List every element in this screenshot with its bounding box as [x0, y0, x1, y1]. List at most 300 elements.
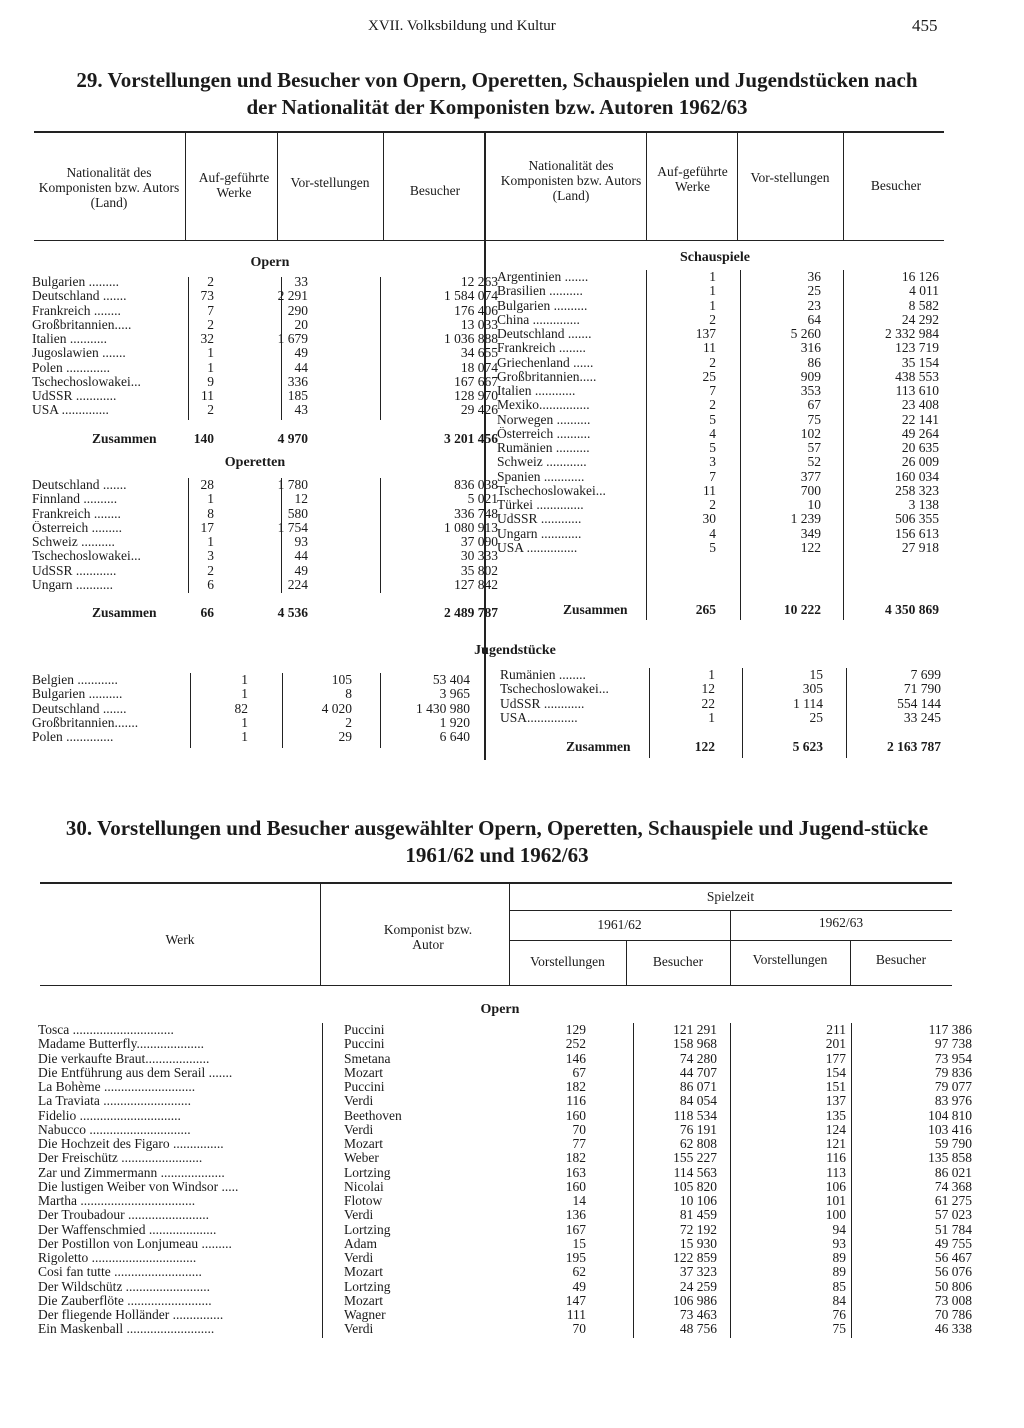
value-cell: 73	[200, 288, 214, 304]
value-cell: 64	[807, 311, 821, 327]
col-header-besucher: Besucher	[409, 183, 461, 198]
composer-cell: Adam	[344, 1235, 377, 1251]
value-cell: 554 144	[897, 695, 941, 711]
value-cell: 506 355	[895, 511, 939, 527]
row-label: Cosi fan tutte ..........................	[38, 1265, 202, 1280]
value-cell: 70	[572, 1121, 586, 1137]
value-cell: 26 009	[901, 454, 939, 470]
row-label: Die Zauberflöte .........................	[38, 1293, 212, 1308]
table-row	[32, 402, 498, 418]
section-label-opern: Opern	[480, 1002, 520, 1017]
col-header-vorst: Vorstellungen	[530, 954, 605, 969]
value-cell: 167	[565, 1221, 586, 1237]
composer-cell: Lortzing	[344, 1221, 391, 1237]
value-cell: 30 333	[460, 548, 498, 564]
value-cell: 17	[200, 519, 214, 535]
row-label: Spanien ............	[497, 469, 585, 484]
value-cell: 140	[193, 431, 214, 446]
total-row	[32, 605, 498, 620]
value-cell: 49 264	[901, 425, 939, 441]
opern-total	[32, 431, 498, 446]
value-cell: 105	[331, 672, 352, 687]
value-cell: 195	[565, 1250, 586, 1265]
row-label: UdSSR ............	[32, 389, 117, 403]
value-cell: 89	[832, 1264, 846, 1280]
composer-cell: Puccini	[344, 1036, 385, 1052]
value-cell: 1 584 074	[444, 288, 498, 304]
row-label: Zusammen	[563, 603, 628, 617]
row-label: Zusammen	[92, 606, 157, 620]
value-cell: 2 163 787	[887, 739, 941, 754]
table30-top-rule	[40, 882, 952, 884]
col-header-season-1961: 1961/62	[597, 917, 642, 932]
value-cell: 11	[703, 340, 716, 356]
table-row	[32, 505, 498, 521]
value-cell: 2	[207, 316, 214, 332]
value-cell: 106 986	[673, 1292, 717, 1308]
row-label: Österreich .........	[32, 520, 122, 535]
value-cell: 121 291	[673, 1022, 717, 1037]
row-label: Argentinien .......	[497, 270, 589, 284]
value-cell: 2 489 787	[444, 605, 498, 620]
table-row	[38, 1036, 972, 1052]
value-cell: 73 008	[934, 1292, 972, 1308]
value-cell: 135	[825, 1107, 846, 1123]
section-label-jugendstuecke: Jugendstücke	[474, 643, 556, 658]
row-label: Großbritannien.......	[32, 715, 139, 730]
table-row	[32, 331, 498, 346]
table-row	[38, 1150, 972, 1166]
operetten-total	[32, 605, 498, 620]
value-cell: 49 755	[934, 1235, 972, 1251]
row-label: Deutschland .......	[32, 289, 127, 304]
value-cell: 97 738	[934, 1036, 972, 1052]
value-cell: 580	[287, 505, 308, 521]
value-cell: 33	[294, 274, 308, 289]
value-cell: 9	[207, 373, 214, 389]
value-cell: 86 071	[679, 1079, 717, 1094]
table-row	[38, 1178, 972, 1194]
divider	[320, 884, 321, 985]
value-cell: 129	[565, 1022, 586, 1037]
row-label: Tschechoslowakei...	[32, 549, 141, 564]
value-cell: 1	[708, 709, 715, 725]
value-cell: 113 610	[895, 383, 939, 398]
col-header-land: Nationalität des Komponisten bzw. Autors (Land)	[38, 165, 180, 210]
value-cell: 3 138	[908, 497, 939, 512]
value-cell: 1 239	[790, 511, 821, 527]
table-row	[32, 702, 472, 716]
value-cell: 167 667	[454, 373, 498, 389]
value-cell: 158 968	[673, 1036, 717, 1052]
value-cell: 2	[207, 274, 214, 289]
value-cell: 48 756	[679, 1321, 717, 1337]
value-cell: 43	[294, 402, 308, 418]
value-cell: 8	[207, 505, 214, 521]
value-cell: 155 227	[673, 1150, 717, 1166]
opern-rows	[32, 274, 498, 418]
value-cell: 111	[566, 1307, 586, 1322]
row-label: Tschechoslowakei...	[497, 483, 606, 498]
value-cell: 7	[709, 468, 716, 484]
value-cell: 35 154	[901, 354, 939, 370]
value-cell: 4	[709, 525, 716, 541]
value-cell: 1	[207, 359, 214, 375]
value-cell: 79 077	[934, 1079, 972, 1094]
value-cell: 10 106	[679, 1193, 717, 1208]
value-cell: 104 810	[928, 1107, 972, 1123]
value-cell: 305	[802, 681, 823, 697]
table-row	[32, 576, 498, 592]
composer-cell: Weber	[344, 1150, 379, 1166]
value-cell: 177	[825, 1050, 846, 1066]
value-cell: 24 259	[679, 1278, 717, 1294]
row-label: Tschechoslowakei...	[32, 374, 141, 389]
total-row	[497, 603, 942, 617]
row-label: Bulgarien .........	[32, 275, 119, 289]
value-cell: 28	[200, 477, 214, 492]
value-cell: 1	[241, 672, 248, 687]
value-cell: 73 463	[679, 1307, 717, 1322]
value-cell: 72 192	[679, 1221, 717, 1237]
value-cell: 2	[709, 354, 716, 370]
value-cell: 290	[287, 302, 308, 318]
table-row	[32, 687, 472, 701]
value-cell: 1 754	[277, 519, 308, 535]
row-label: Die lustigen Weiber von Windsor .....	[38, 1179, 239, 1194]
value-cell: 118 534	[673, 1107, 717, 1123]
value-cell: 73 954	[934, 1050, 972, 1066]
composer-cell: Verdi	[344, 1207, 374, 1223]
row-label: Der Troubadour ........................	[38, 1208, 209, 1223]
value-cell: 20	[294, 316, 308, 332]
row-label: Rumänien ..........	[497, 441, 590, 455]
value-cell: 71 790	[903, 681, 941, 697]
row-label: Nabucco ..............................	[38, 1122, 191, 1137]
value-cell: 74 280	[679, 1050, 717, 1066]
value-cell: 102	[800, 425, 821, 441]
col-header-besucher: Besucher	[875, 952, 927, 967]
row-label: Zusammen	[566, 740, 631, 754]
value-cell: 82	[234, 700, 248, 716]
row-label: Schweiz ............	[497, 455, 587, 470]
table-row	[32, 359, 498, 375]
value-cell: 116	[826, 1150, 846, 1166]
row-label: Jugoslawien .......	[32, 346, 126, 361]
value-cell: 62	[572, 1264, 586, 1280]
col-header-komponist: Komponist bzw. Autor	[383, 922, 473, 952]
value-cell: 4 350 869	[885, 602, 939, 617]
value-cell: 67	[807, 397, 821, 413]
table-row	[500, 697, 945, 711]
value-cell: 37 323	[679, 1264, 717, 1280]
divider	[484, 133, 486, 760]
row-label: Der Freischütz ........................	[38, 1151, 203, 1166]
value-cell: 5	[709, 539, 716, 555]
value-cell: 176 406	[454, 302, 498, 318]
row-label: Türkei ..............	[497, 498, 584, 512]
value-cell: 1	[709, 297, 716, 313]
value-cell: 49	[572, 1278, 586, 1294]
value-cell: 349	[800, 525, 821, 541]
table29-header-rule	[34, 240, 944, 241]
value-cell: 336	[287, 373, 308, 389]
table-row	[38, 1264, 972, 1280]
value-cell: 37 090	[460, 534, 498, 549]
value-cell: 156 613	[895, 525, 939, 541]
row-label: Die verkaufte Braut...................	[38, 1051, 210, 1066]
table-row	[497, 284, 942, 298]
composer-cell: Wagner	[344, 1307, 386, 1322]
value-cell: 77	[572, 1136, 586, 1151]
value-cell: 15	[572, 1235, 586, 1251]
value-cell: 6 640	[439, 729, 470, 744]
total-row	[500, 740, 945, 754]
value-cell: 438 553	[895, 368, 939, 384]
value-cell: 23 408	[901, 397, 939, 413]
value-cell: 137	[825, 1093, 846, 1109]
row-label: Deutschland .......	[32, 478, 127, 492]
divider	[383, 133, 384, 240]
value-cell: 105 820	[673, 1178, 717, 1194]
row-label: Deutschland .......	[497, 327, 592, 341]
value-cell: 10 222	[783, 602, 821, 617]
value-cell: 8	[345, 686, 352, 702]
value-cell: 29 426	[460, 402, 498, 418]
value-cell: 49	[294, 345, 308, 361]
value-cell: 113	[826, 1164, 846, 1180]
value-cell: 4 536	[277, 605, 308, 620]
composer-cell: Verdi	[344, 1093, 374, 1109]
row-label: Italien ............	[497, 384, 576, 398]
row-label: Norwegen ..........	[497, 412, 591, 427]
row-label: Österreich ..........	[497, 426, 591, 441]
table30-header-rule	[40, 985, 952, 986]
row-label: USA ..............	[32, 403, 109, 418]
value-cell: 147	[565, 1292, 586, 1308]
value-cell: 211	[826, 1022, 846, 1037]
value-cell: 93	[832, 1235, 846, 1251]
value-cell: 103 416	[928, 1121, 972, 1137]
value-cell: 22	[701, 695, 715, 711]
value-cell: 122	[694, 739, 715, 754]
composer-cell: Smetana	[344, 1050, 391, 1066]
value-cell: 4 020	[321, 700, 352, 716]
value-cell: 59 790	[934, 1136, 972, 1151]
table-row	[38, 1221, 972, 1237]
value-cell: 29	[338, 729, 352, 744]
value-cell: 49	[294, 562, 308, 578]
value-cell: 56 076	[934, 1264, 972, 1280]
value-cell: 3	[207, 548, 214, 564]
value-cell: 51 784	[934, 1221, 972, 1237]
value-cell: 135 858	[928, 1150, 972, 1166]
value-cell: 11	[703, 482, 716, 498]
table-row	[497, 527, 942, 541]
value-cell: 2	[709, 311, 716, 327]
row-label: Der Waffenschmied ....................	[38, 1222, 217, 1237]
jugendstuecke-total	[500, 740, 945, 754]
value-cell: 22 141	[901, 411, 939, 427]
row-label: Mexiko...............	[497, 398, 590, 413]
row-label: UdSSR ............	[32, 563, 117, 578]
table-row	[32, 673, 472, 687]
table30-rows	[38, 1022, 972, 1337]
table30-title: 30. Vorstellungen und Besucher ausgewählter Opern, Operetten, Schauspiele und Jugend-stücke 1961/62 und 1962/63	[65, 816, 929, 867]
value-cell: 93	[294, 534, 308, 549]
row-label: Tosca ..............................	[38, 1023, 174, 1037]
table-row	[497, 498, 942, 512]
value-cell: 201	[825, 1036, 846, 1052]
value-cell: 137	[695, 326, 716, 341]
value-cell: 100	[825, 1207, 846, 1223]
value-cell: 74 368	[934, 1178, 972, 1194]
value-cell: 10	[807, 497, 821, 512]
value-cell: 2	[709, 497, 716, 512]
value-cell: 4 970	[277, 431, 308, 446]
value-cell: 1 920	[439, 714, 470, 730]
value-cell: 1	[241, 729, 248, 744]
row-label: Der Postillon von Lonjumeau .........	[38, 1236, 232, 1251]
row-label: Frankreich ........	[32, 303, 121, 318]
table-row	[497, 370, 942, 384]
col-header-werke: Auf-geführte Werke	[657, 164, 728, 194]
table-row	[500, 668, 945, 682]
value-cell: 1 114	[793, 695, 823, 711]
composer-cell: Mozart	[344, 1292, 383, 1308]
value-cell: 128 970	[454, 388, 498, 403]
table-row	[38, 1292, 972, 1308]
value-cell: 15	[809, 667, 823, 682]
value-cell: 84 054	[679, 1093, 717, 1109]
page-number: 455	[912, 16, 938, 35]
table-row	[497, 470, 942, 484]
row-label: Zusammen	[92, 432, 157, 446]
value-cell: 252	[565, 1036, 586, 1052]
row-label: Frankreich ........	[32, 506, 121, 521]
section-label-opern: Opern	[250, 255, 290, 270]
table29-title: 29. Vorstellungen und Besucher von Opern, Operetten, Schauspielen und Jugendstücken nach der Nationalität der Komponisten bzw. Autoren 1962/63	[76, 68, 918, 119]
col-header-vorst: Vor-stellungen	[290, 175, 370, 190]
table-row	[38, 1079, 972, 1094]
table-row	[500, 711, 945, 725]
value-cell: 86	[807, 354, 821, 370]
row-label: Ungarn ...........	[32, 577, 113, 592]
row-label: Finnland ..........	[32, 492, 118, 507]
row-label: Rumänien ........	[500, 668, 586, 682]
value-cell: 122	[800, 539, 821, 555]
value-cell: 182	[565, 1150, 586, 1166]
value-cell: 33 245	[903, 709, 941, 725]
divider	[646, 133, 647, 240]
value-cell: 2	[709, 397, 716, 413]
value-cell: 75	[832, 1321, 846, 1337]
value-cell: 114 563	[673, 1164, 717, 1180]
value-cell: 5	[709, 440, 716, 455]
value-cell: 56 467	[934, 1250, 972, 1265]
row-label: Zar und Zimmermann ...................	[38, 1165, 225, 1180]
value-cell: 127 842	[454, 576, 498, 592]
table-row	[32, 373, 498, 389]
table-row	[497, 299, 942, 313]
composer-cell: Lortzing	[344, 1278, 391, 1294]
value-cell: 5 021	[467, 491, 498, 507]
value-cell: 13 033	[460, 316, 498, 332]
table-row	[38, 1064, 972, 1080]
value-cell: 2	[207, 402, 214, 418]
table-row	[497, 341, 942, 355]
value-cell: 353	[800, 383, 821, 398]
value-cell: 2 332 984	[885, 326, 939, 341]
table-row	[497, 427, 942, 441]
value-cell: 160 034	[895, 468, 939, 484]
value-cell: 1 036 888	[444, 331, 498, 346]
value-cell: 18 074	[460, 359, 498, 375]
row-label: La Traviata ..........................	[38, 1094, 191, 1109]
row-label: Rigoletto ...............................	[38, 1251, 197, 1265]
value-cell: 6	[207, 576, 214, 592]
table-row	[38, 1050, 972, 1066]
col-header-land: Nationalität des Komponisten bzw. Autors (Land)	[500, 158, 642, 203]
table-row	[38, 1136, 972, 1151]
value-cell: 185	[287, 388, 308, 403]
value-cell: 123 719	[895, 340, 939, 356]
table-row	[38, 1250, 972, 1265]
composer-cell: Flotow	[344, 1193, 383, 1208]
col-header-vorst: Vorstellungen	[752, 952, 828, 967]
row-label: Die Hochzeit des Figaro ...............	[38, 1137, 224, 1151]
value-cell: 5	[709, 411, 716, 427]
row-label: Der Wildschütz .........................	[38, 1279, 211, 1294]
divider	[737, 133, 738, 240]
table-row	[32, 562, 498, 578]
value-cell: 12	[701, 681, 715, 697]
table-row	[32, 730, 472, 744]
value-cell: 44	[294, 548, 308, 564]
value-cell: 11	[201, 388, 214, 403]
value-cell: 182	[565, 1079, 586, 1094]
value-cell: 4	[709, 425, 716, 441]
value-cell: 1	[241, 714, 248, 730]
composer-cell: Beethoven	[344, 1107, 402, 1123]
value-cell: 84	[832, 1292, 846, 1308]
value-cell: 83 976	[934, 1093, 972, 1109]
row-label: Bulgarien ..........	[497, 298, 588, 313]
table-row	[497, 512, 942, 526]
value-cell: 2	[345, 714, 352, 730]
divider	[843, 133, 844, 240]
value-cell: 50 806	[934, 1278, 972, 1294]
value-cell: 30	[702, 511, 716, 527]
value-cell: 2 291	[277, 288, 308, 304]
value-cell: 89	[832, 1250, 846, 1265]
row-label: USA ...............	[497, 540, 578, 555]
value-cell: 62 808	[679, 1136, 717, 1151]
table-row	[497, 441, 942, 455]
value-cell: 1	[241, 686, 248, 702]
value-cell: 76	[832, 1307, 846, 1322]
col-header-vorst: Vor-stellungen	[750, 170, 830, 185]
value-cell: 909	[800, 368, 821, 384]
schauspiele-rows	[497, 270, 942, 555]
running-header: XVII. Volksbildung und Kultur	[368, 18, 556, 34]
value-cell: 258 323	[895, 482, 939, 498]
value-cell: 5 623	[792, 739, 823, 754]
value-cell: 1	[709, 269, 716, 284]
value-cell: 122 859	[673, 1250, 717, 1265]
value-cell: 1 679	[277, 331, 308, 346]
value-cell: 61 275	[934, 1193, 972, 1208]
